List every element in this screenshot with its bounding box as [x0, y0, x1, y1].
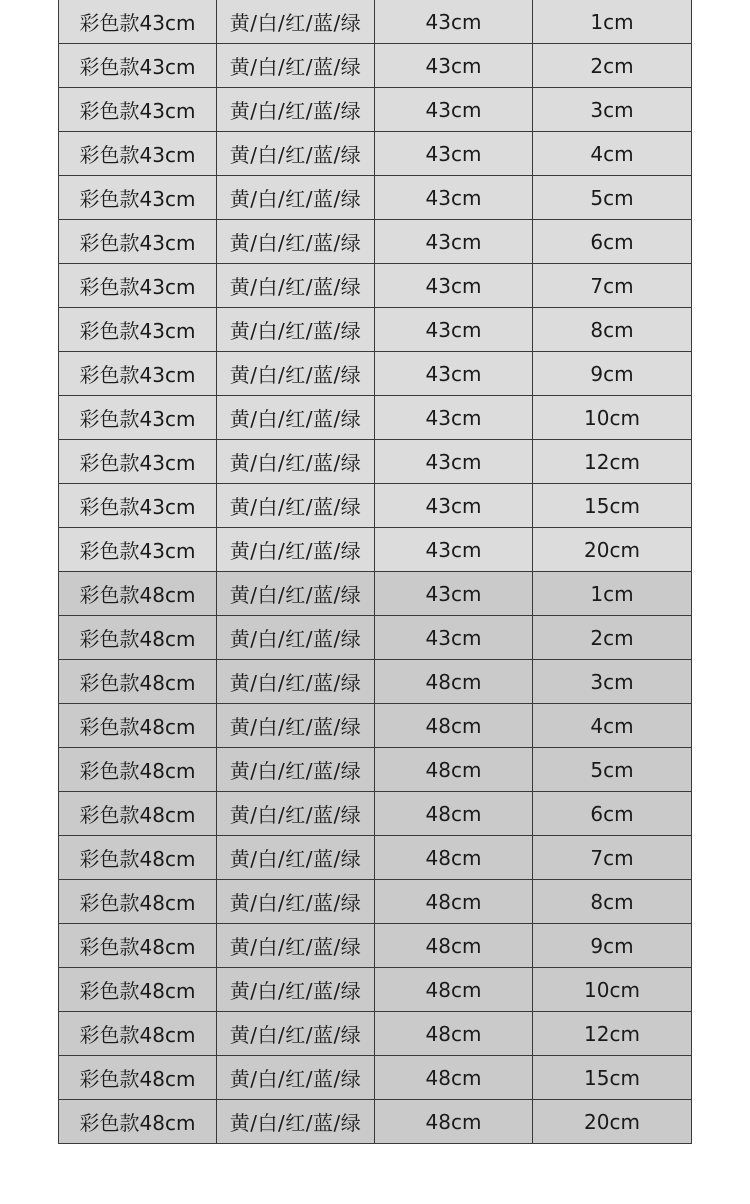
cell-length: 43cm — [375, 0, 533, 44]
cell-model: 彩色款43cm — [59, 528, 217, 572]
cell-model: 彩色款43cm — [59, 484, 217, 528]
cell-length: 43cm — [375, 616, 533, 660]
cell-model: 彩色款43cm — [59, 132, 217, 176]
cell-colors: 黄/白/红/蓝/绿 — [217, 1056, 375, 1100]
cell-width: 4cm — [533, 704, 692, 748]
cell-model: 彩色款43cm — [59, 396, 217, 440]
cell-length: 48cm — [375, 1012, 533, 1056]
cell-colors: 黄/白/红/蓝/绿 — [217, 792, 375, 836]
table-row — [59, 440, 692, 484]
cell-length: 48cm — [375, 1056, 533, 1100]
cell-model: 彩色款48cm — [59, 616, 217, 660]
cell-colors: 黄/白/红/蓝/绿 — [217, 396, 375, 440]
cell-width: 2cm — [533, 616, 692, 660]
cell-model: 彩色款48cm — [59, 924, 217, 968]
cell-width: 6cm — [533, 792, 692, 836]
cell-length: 43cm — [375, 220, 533, 264]
cell-model: 彩色款43cm — [59, 352, 217, 396]
cell-colors: 黄/白/红/蓝/绿 — [217, 704, 375, 748]
cell-width: 9cm — [533, 924, 692, 968]
table-row — [59, 572, 692, 616]
cell-model: 彩色款48cm — [59, 572, 217, 616]
cell-width: 3cm — [533, 88, 692, 132]
cell-colors: 黄/白/红/蓝/绿 — [217, 220, 375, 264]
cell-colors: 黄/白/红/蓝/绿 — [217, 352, 375, 396]
cell-length: 43cm — [375, 308, 533, 352]
cell-model: 彩色款48cm — [59, 1100, 217, 1144]
cell-width: 10cm — [533, 396, 692, 440]
cell-colors: 黄/白/红/蓝/绿 — [217, 308, 375, 352]
cell-length: 43cm — [375, 484, 533, 528]
cell-length: 48cm — [375, 880, 533, 924]
cell-colors: 黄/白/红/蓝/绿 — [217, 484, 375, 528]
cell-width: 9cm — [533, 352, 692, 396]
cell-length: 48cm — [375, 792, 533, 836]
spec-table — [58, 0, 692, 1144]
cell-colors: 黄/白/红/蓝/绿 — [217, 748, 375, 792]
cell-length: 43cm — [375, 572, 533, 616]
cell-length: 48cm — [375, 924, 533, 968]
cell-colors: 黄/白/红/蓝/绿 — [217, 660, 375, 704]
table-row — [59, 220, 692, 264]
table-row — [59, 484, 692, 528]
cell-length: 48cm — [375, 704, 533, 748]
table-row — [59, 924, 692, 968]
cell-colors: 黄/白/红/蓝/绿 — [217, 572, 375, 616]
cell-width: 5cm — [533, 748, 692, 792]
cell-colors: 黄/白/红/蓝/绿 — [217, 44, 375, 88]
table-row — [59, 44, 692, 88]
table-row — [59, 1012, 692, 1056]
cell-model: 彩色款43cm — [59, 308, 217, 352]
cell-width: 15cm — [533, 484, 692, 528]
cell-colors: 黄/白/红/蓝/绿 — [217, 968, 375, 1012]
cell-model: 彩色款48cm — [59, 1012, 217, 1056]
cell-model: 彩色款43cm — [59, 0, 217, 44]
cell-length: 43cm — [375, 264, 533, 308]
cell-colors: 黄/白/红/蓝/绿 — [217, 176, 375, 220]
cell-model: 彩色款48cm — [59, 836, 217, 880]
table-row — [59, 748, 692, 792]
cell-model: 彩色款48cm — [59, 748, 217, 792]
cell-model: 彩色款48cm — [59, 792, 217, 836]
cell-width: 20cm — [533, 1100, 692, 1144]
table-row — [59, 264, 692, 308]
cell-model: 彩色款43cm — [59, 88, 217, 132]
cell-length: 43cm — [375, 352, 533, 396]
cell-length: 43cm — [375, 440, 533, 484]
cell-colors: 黄/白/红/蓝/绿 — [217, 440, 375, 484]
cell-model: 彩色款43cm — [59, 44, 217, 88]
cell-width: 4cm — [533, 132, 692, 176]
table-row — [59, 1056, 692, 1100]
cell-model: 彩色款43cm — [59, 440, 217, 484]
cell-length: 48cm — [375, 748, 533, 792]
cell-width: 1cm — [533, 572, 692, 616]
table-row — [59, 132, 692, 176]
cell-model: 彩色款48cm — [59, 880, 217, 924]
cell-width: 7cm — [533, 264, 692, 308]
table-row — [59, 792, 692, 836]
cell-length: 48cm — [375, 836, 533, 880]
cell-width: 12cm — [533, 440, 692, 484]
cell-model: 彩色款48cm — [59, 968, 217, 1012]
cell-model: 彩色款43cm — [59, 176, 217, 220]
cell-width: 6cm — [533, 220, 692, 264]
cell-length: 43cm — [375, 528, 533, 572]
cell-colors: 黄/白/红/蓝/绿 — [217, 616, 375, 660]
cell-colors: 黄/白/红/蓝/绿 — [217, 0, 375, 44]
cell-width: 1cm — [533, 0, 692, 44]
table-row — [59, 836, 692, 880]
table-row — [59, 616, 692, 660]
cell-width: 20cm — [533, 528, 692, 572]
table-row — [59, 1100, 692, 1144]
cell-model: 彩色款43cm — [59, 264, 217, 308]
cell-colors: 黄/白/红/蓝/绿 — [217, 88, 375, 132]
cell-width: 5cm — [533, 176, 692, 220]
cell-length: 48cm — [375, 968, 533, 1012]
cell-model: 彩色款48cm — [59, 1056, 217, 1100]
table-row — [59, 352, 692, 396]
table-row — [59, 88, 692, 132]
cell-length: 43cm — [375, 176, 533, 220]
cell-colors: 黄/白/红/蓝/绿 — [217, 836, 375, 880]
spec-table-body — [59, 0, 692, 1144]
table-row — [59, 660, 692, 704]
table-row — [59, 396, 692, 440]
cell-model: 彩色款43cm — [59, 220, 217, 264]
cell-length: 48cm — [375, 1100, 533, 1144]
table-row — [59, 880, 692, 924]
cell-length: 48cm — [375, 660, 533, 704]
cell-width: 7cm — [533, 836, 692, 880]
table-row — [59, 704, 692, 748]
cell-colors: 黄/白/红/蓝/绿 — [217, 264, 375, 308]
cell-colors: 黄/白/红/蓝/绿 — [217, 1012, 375, 1056]
cell-width: 12cm — [533, 1012, 692, 1056]
cell-length: 43cm — [375, 396, 533, 440]
cell-model: 彩色款48cm — [59, 704, 217, 748]
table-row — [59, 0, 692, 44]
cell-colors: 黄/白/红/蓝/绿 — [217, 924, 375, 968]
cell-width: 10cm — [533, 968, 692, 1012]
cell-colors: 黄/白/红/蓝/绿 — [217, 880, 375, 924]
cell-width: 8cm — [533, 308, 692, 352]
table-row — [59, 528, 692, 572]
cell-colors: 黄/白/红/蓝/绿 — [217, 528, 375, 572]
table-row — [59, 968, 692, 1012]
cell-width: 3cm — [533, 660, 692, 704]
cell-width: 2cm — [533, 44, 692, 88]
cell-colors: 黄/白/红/蓝/绿 — [217, 1100, 375, 1144]
cell-length: 43cm — [375, 44, 533, 88]
cell-width: 8cm — [533, 880, 692, 924]
cell-length: 43cm — [375, 132, 533, 176]
cell-colors: 黄/白/红/蓝/绿 — [217, 132, 375, 176]
cell-width: 15cm — [533, 1056, 692, 1100]
table-row — [59, 176, 692, 220]
table-row — [59, 308, 692, 352]
cell-model: 彩色款48cm — [59, 660, 217, 704]
cell-length: 43cm — [375, 88, 533, 132]
